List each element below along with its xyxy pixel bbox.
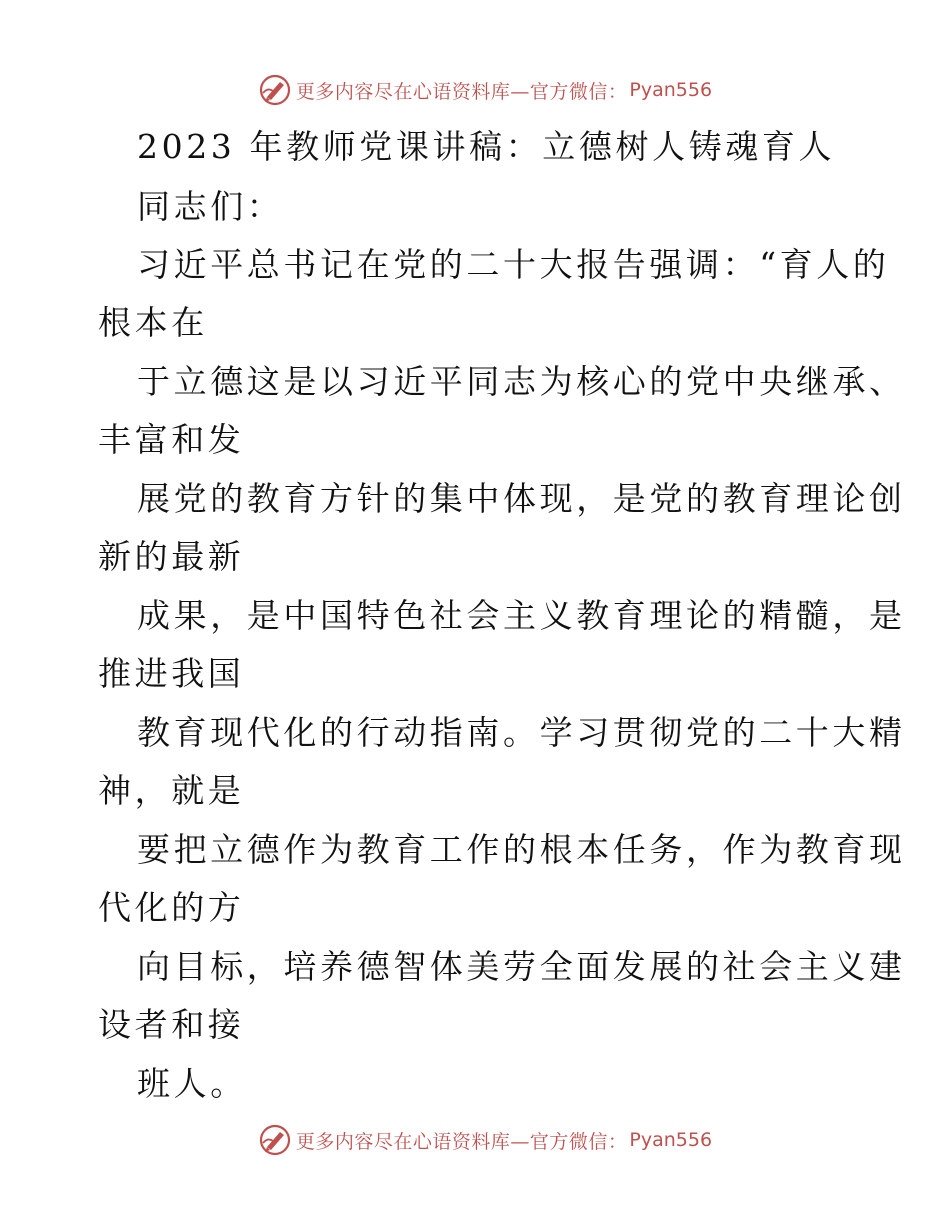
paragraph-line: 教育现代化的行动指南。学习贯彻党的二十大精 [137, 713, 906, 752]
footer-watermark-banner [0, 1120, 950, 1160]
salutation: 同志们： [137, 187, 284, 226]
banner-contact: Pyan556 [629, 1129, 713, 1151]
banner-contact: Pyan556 [629, 79, 713, 101]
paragraph-line: 设者和接 [98, 1005, 245, 1044]
header-watermark-banner [0, 70, 950, 110]
paragraph-line: 习近平总书记在党的二十大报告强调：“育人的 [137, 245, 890, 284]
pen-logo-icon [258, 73, 292, 107]
banner-text: 更多内容尽在心语资料库—官方微信： [295, 80, 628, 103]
paragraph-line: 神，就是 [98, 771, 245, 810]
paragraph-line: 代化的方 [98, 888, 245, 927]
banner-text: 更多内容尽在心语资料库—官方微信： [295, 1130, 628, 1153]
paragraph-line: 丰富和发 [98, 420, 245, 459]
paragraph-line: 班人。 [137, 1064, 247, 1103]
paragraph-line: 推进我国 [98, 654, 245, 693]
paragraph-line: 于立德这是以习近平同志为核心的党中央继承、 [137, 362, 906, 401]
paragraph-line: 向目标，培养德智体美劳全面发展的社会主义建 [137, 947, 906, 986]
paragraph-line: 成果，是中国特色社会主义教育理论的精髓，是 [137, 596, 906, 635]
paragraph-line: 根本在 [98, 303, 208, 342]
paragraph-line: 新的最新 [98, 537, 245, 576]
paragraph-line: 要把立德作为教育工作的根本任务，作为教育现 [137, 830, 906, 869]
document-title: 2023 年教师党课讲稿：立德树人铸魂育人 [137, 127, 836, 166]
pen-logo-icon [258, 1123, 292, 1157]
paragraph-line: 展党的教育方针的集中体现，是党的教育理论创 [137, 479, 906, 518]
